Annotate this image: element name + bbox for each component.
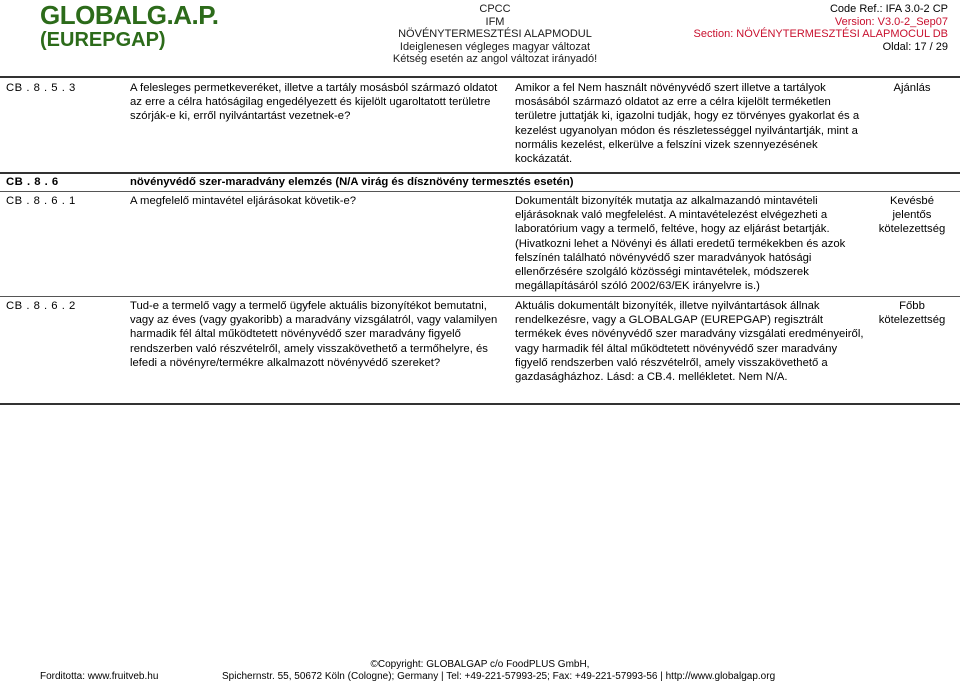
page-header [0, 0, 960, 66]
footer-address: Spichernstr. 55, 50672 Köln (Cologne); Germany | Tel: +49-221-57993-25; Fax: +49-221-57993-56 | http://www.globalgap.org [222, 671, 776, 682]
row-answer: Dokumentált bizonyíték mutatja az alkalmazandó mintavételi eljárásoknak való megfelelést. A mintavételezést elvégezheti a laboratórium vagy a termelő, feltéve, hogy az eljárást betartják. (Hivatkozni lehet a Növényi és állati eredetű termékekben és azok felszínén található növényvédő szer maradványok hatósági ellenőrzésére szolgáló közösségi mintavételek, módszerek megállapításáról szóló 2002/63/EK irányelvre is.) [515, 195, 846, 293]
version: Version: V3.0-2_Sep07 [834, 15, 948, 28]
row-level: Főbb kötelezettség [878, 300, 946, 327]
row-code: CB . 8 . 6 . 2 [6, 300, 76, 312]
row-divider [0, 172, 960, 174]
header-module: NÖVÉNYTERMESZTÉSI ALAPMODUL [398, 28, 592, 41]
header-center [340, 3, 650, 66]
row-code: CB . 8 . 5 . 3 [6, 82, 76, 94]
section: Section: NÖVÉNYTERMESZTÉSI ALAPMOCUL DB [693, 28, 948, 41]
translated-by: Forditotta: www.fruitveb.hu [40, 671, 159, 682]
header-right [694, 3, 949, 53]
row-level: Kevésbé jelentős kötelezettség [878, 195, 946, 236]
code-ref: Code Ref.: IFA 3.0-2 CP [829, 3, 948, 15]
table-bottom-divider [0, 403, 960, 405]
copyright: ©Copyright: GLOBALGAP c/o FoodPLUS GmbH, [370, 659, 590, 670]
row-question: Tud-e a termelő vagy a termelő ügyfele aktuális bizonyítékot bemutatni, vagy az éves (vagy gyakoribb) a maradvány vizsgálatról, vagy valamilyen harmadik fél által működtetett növényvédő szer maradvány figyelő rendszerben való részvételről, amely visszakövethető a termőhelyre, és lefedi a növényre/termékre alkalmazott növényvédő szereket? [130, 300, 498, 369]
row-question: A felesleges permetkeveréket, illetve a tartály mosásból származó oldatot az erre a célra hatóságilag engedélyezett és kijelölt ugaroltatott területre szórják-e ki, erről nyilvántartást vezetnek-e? [130, 82, 498, 123]
header-version-note: Ideiglenesen végleges magyar változat [399, 40, 591, 53]
header-divider [0, 76, 960, 78]
row-code: CB . 8 . 6 . 1 [6, 195, 76, 207]
globalgap-logo [40, 2, 218, 50]
row-divider [0, 191, 960, 192]
header-ifm: IFM [485, 15, 505, 28]
logo-line2: (EUREPGAP) [40, 29, 166, 51]
row-question: A megfelelő mintavétel eljárásokat követik-e? [130, 195, 357, 207]
row-answer: Amikor a fel Nem használt növényvédő szert illetve a tartályok mosásából származó oldatot az erre a célra kijelölt terméketlen területre juttatják ki, igazolni tudják, hogy ez törvényes gyakorlat és a kezelést ugyanolyan módon és részletességgel nyilvántartják, mint a normális kezelést, elkerülve a felszíni vizek szennyezésének kockázatát. [515, 82, 860, 166]
section-title: növényvédő szer-maradvány elemzés (N/A virág és dísznövény termesztés esetén) [130, 176, 574, 188]
row-level: Ajánlás [893, 82, 931, 94]
section-code: CB . 8 . 6 [6, 176, 59, 188]
row-answer: Aktuális dokumentált bizonyíték, illetve nyilvántartások állnak rendelkezésre, vagy a GLOBALGAP (EUREPGAP) regisztrált termékek éves növényvédő szer maradvány vizsgálati eredményeiről, vagy harmadik fél által működtetett növényvédő szer maradvány figyelő rendszerben való részvételről, amely visszakövethető a gazdaságházhoz. Lásd: a CB.4. mellékletet. Nem N/A. [515, 300, 864, 384]
row-divider [0, 296, 960, 297]
header-doubt-note: Kétség esetén az angol változat irányadó! [392, 53, 598, 66]
page-number: Oldal: 17 / 29 [882, 40, 948, 53]
logo-line1: GLOBALG.A.P. [40, 0, 219, 30]
header-cpcc: CPCC [479, 3, 511, 15]
